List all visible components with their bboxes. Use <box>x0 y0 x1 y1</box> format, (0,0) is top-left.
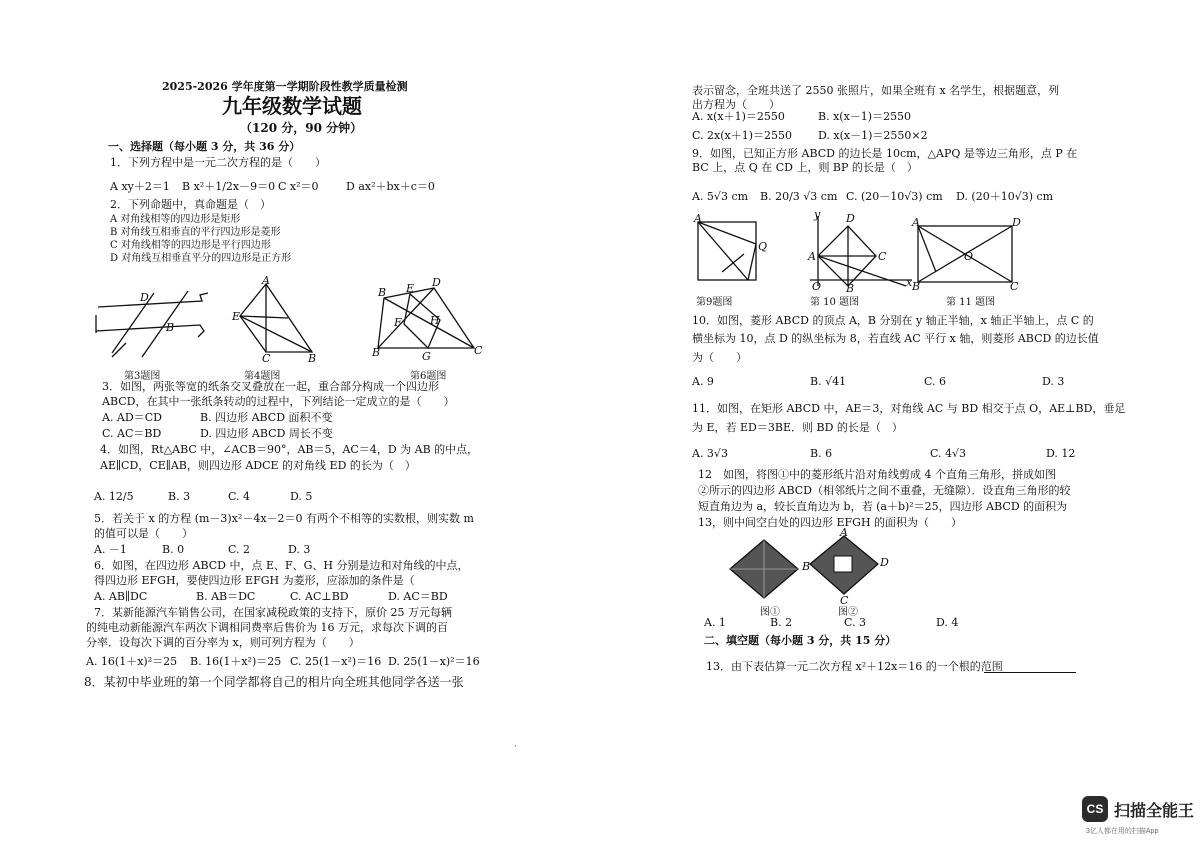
q11-option-c: C. 4√3 <box>930 447 967 460</box>
q12-option-d: D. 4 <box>936 616 959 629</box>
q9-line1: 9．如图，已知正方形 ABCD 的边长是 10cm，△APQ 是等边三角形，点 P 在 <box>692 147 1078 160</box>
q4-option-c: C. 4 <box>228 490 251 503</box>
q7-line1: 7．某新能源汽车销售公司，在国家减税政策的支持下，原价 25 万元每辆 <box>94 606 452 619</box>
svg-text:x: x <box>906 276 913 289</box>
q5-line2: 的值可以是（ ） <box>94 527 193 540</box>
figure-q12-1 <box>726 536 806 602</box>
score-time: （120 分，90 分钟） <box>240 121 363 135</box>
caption-fig3: 第3题图 <box>124 371 161 382</box>
q7-line2: 的纯电动新能源汽车两次下调相同费率后售价为 16 万元，求每次下调的百 <box>86 621 448 634</box>
q7-option-c: C. 25(1－x²)＝16 <box>290 655 382 668</box>
svg-text:O: O <box>964 250 974 263</box>
svg-text:C: C <box>878 250 887 263</box>
svg-text:B: B <box>308 352 317 365</box>
svg-text:O: O <box>812 280 822 293</box>
q3-line2: ABCD，在其中一张纸条转动的过程中，下列结论一定成立的是（ ） <box>102 395 455 408</box>
svg-text:B: B <box>846 282 855 295</box>
q5-option-b: B. 0 <box>162 543 185 556</box>
right-page <box>600 0 1200 847</box>
q12-line2: ②所示的四边形 ABCD（相邻纸片之间不重叠，无缝隙）．设直角三角形的较 <box>698 484 1071 497</box>
svg-text:B: B <box>802 560 811 573</box>
q6-option-d: D. AC＝BD <box>388 590 448 603</box>
q6-option-b: B. AB＝DC <box>196 590 256 603</box>
caption-fig12-1: 图① <box>760 607 780 618</box>
q12-option-a: A. 1 <box>704 616 726 629</box>
q10-line1: 10．如图，菱形 ABCD 的顶点 A，B 分别在 y 轴正半轴，x 轴正半轴上，点 C 的 <box>692 314 1094 327</box>
q6-line2: 得四边形 EFGH，要使四边形 EFGH 为菱形，应添加的条件是（ <box>94 574 415 587</box>
q8-option-b: B. x(x－1)＝2550 <box>818 110 912 123</box>
caption-fig9: 第9题图 <box>696 297 733 308</box>
q4-line1: 4．如图，Rt△ABC 中，∠ACB＝90°，AB＝5，AC＝4，D 为 AB 的中点， <box>100 443 479 456</box>
q10-line2: 横坐标为 10，点 D 的纵坐标为 8，若直线 AC 平行 x 轴，则菱形 ABCD 的边长值 <box>692 332 1099 345</box>
svg-text:H: H <box>430 314 440 327</box>
svg-text:B: B <box>372 346 381 359</box>
caption-fig10: 第 10 题图 <box>810 297 860 308</box>
q10-option-d: D. 3 <box>1042 375 1065 388</box>
q2-option-c: C 对角线相等的四边形是平行四边形 <box>110 240 271 251</box>
svg-text:D: D <box>140 291 149 304</box>
svg-text:B: B <box>166 321 175 334</box>
caption-fig6: 第6题图 <box>410 371 447 382</box>
q11-option-b: B. 6 <box>810 447 833 460</box>
svg-text:A: A <box>694 212 702 225</box>
figure-q4 <box>228 274 328 365</box>
q4-option-a: A. 12/5 <box>94 490 134 503</box>
figure-q10 <box>806 208 916 295</box>
q10-option-a: A. 9 <box>692 375 714 388</box>
q13-answer-blank[interactable] <box>984 672 1076 673</box>
svg-text:C: C <box>262 352 271 365</box>
section1-heading: 一、选择题（每小题 3 分，共 36 分） <box>108 140 301 153</box>
q10-option-b: B. √41 <box>810 375 847 388</box>
q8-line1: 8．某初中毕业班的第一个同学都将自己的相片向全班其他同学各送一张 <box>84 675 464 689</box>
svg-text:A: A <box>262 274 270 287</box>
q6-line1: 6．如图，在四边形 ABCD 中，点 E、F、G、H 分别是边和对角线的中点， <box>94 559 469 572</box>
svg-text:y: y <box>814 208 821 221</box>
q12-option-b: B. 2 <box>770 616 793 629</box>
q9-option-a: A. 5√3 cm <box>692 190 749 203</box>
q12-line1: 12 如图，将图①中的菱形纸片沿对角线剪成 4 个直角三角形，拼成如图 <box>698 468 1056 481</box>
svg-text:Q: Q <box>758 240 768 253</box>
svg-text:B: B <box>912 280 921 293</box>
q11-option-a: A. 3√3 <box>692 447 728 460</box>
camscanner-logo-icon: CS <box>1082 796 1108 822</box>
q5-line1: 5．若关于 x 的方程 (m－3)x²－4x－2＝0 有两个不相等的实数根，则实数 m <box>94 512 474 525</box>
svg-text:A: A <box>912 216 920 229</box>
q7-option-d: D. 25(1－x)²＝16 <box>388 655 480 668</box>
q11-line1: 11．如图，在矩形 ABCD 中，AE＝3，对角线 AC 与 BD 相交于点 O，AE⊥BD，垂足 <box>692 402 1126 415</box>
q8-line3: 出方程为（ ） <box>692 98 780 111</box>
q1-stem: 1．下列方程中是一元二次方程的是（ ） <box>110 156 326 169</box>
caption-fig11: 第 11 题图 <box>946 297 996 308</box>
q3-option-b: B. 四边形 ABCD 面积不变 <box>200 411 333 424</box>
svg-text:C: C <box>840 594 849 607</box>
q7-option-b: B. 16(1＋x²)＝25 <box>190 655 282 668</box>
q10-line3: 为（ ） <box>692 351 747 364</box>
svg-text:D: D <box>1012 216 1021 229</box>
svg-text:D: D <box>846 212 855 225</box>
q9-option-b: B. 20/3 √3 cm <box>760 190 838 203</box>
svg-text:G: G <box>422 350 431 363</box>
figure-q9 <box>692 214 772 290</box>
q5-option-d: D. 3 <box>288 543 311 556</box>
q5-option-c: C. 2 <box>228 543 251 556</box>
q3-line1: 3．如图，两张等宽的纸条交叉叠放在一起，重合部分构成一个四边形 <box>102 380 439 393</box>
figure-q11 <box>910 218 1020 292</box>
q10-option-c: C. 6 <box>924 375 947 388</box>
q2-option-a: A 对角线相等的四边形是矩形 <box>110 214 241 225</box>
svg-text:E: E <box>406 282 415 295</box>
svg-text:C: C <box>1010 280 1019 293</box>
q6-option-a: A. AB∥DC <box>94 590 148 603</box>
q1-option-a: A xy＋2＝1 <box>110 180 170 193</box>
scanner-watermark <box>1082 796 1195 840</box>
q5-option-a: A. －1 <box>94 543 127 556</box>
caption-fig4: 第4题图 <box>244 371 281 382</box>
q4-option-b: B. 3 <box>168 490 191 503</box>
svg-text:F: F <box>394 316 402 329</box>
q9-line2: BC 上，点 Q 在 CD 上，则 BP 的长是（ ） <box>692 161 918 174</box>
q7-line3: 分率．设每次下调的百分率为 x，则可列方程为（ ） <box>86 636 360 649</box>
exam-title: 九年级数学试题 <box>222 94 362 118</box>
q6-option-c: C. AC⊥BD <box>290 590 349 603</box>
q3-option-a: A. AD＝CD <box>102 411 162 424</box>
svg-text:D: D <box>880 556 889 569</box>
svg-text:A: A <box>840 526 848 539</box>
q4-option-d: D. 5 <box>290 490 313 503</box>
svg-text:E: E <box>232 310 241 323</box>
q3-option-d: D. 四边形 ABCD 周长不变 <box>200 427 333 440</box>
q1-option-d: D ax²＋bx＋c＝0 <box>346 180 435 193</box>
q1-option-b: B x²＋1/2x－9＝0 <box>182 180 276 193</box>
q4-line2: AE∥CD，CE∥AB，则四边形 ADCE 的对角线 ED 的长为（ ） <box>100 459 416 472</box>
q8-option-d: D. x(x－1)＝2550×2 <box>818 129 928 142</box>
svg-text:C: C <box>474 344 483 357</box>
q3-option-c: C. AC＝BD <box>102 427 162 440</box>
figure-q12-2 <box>800 526 889 607</box>
svg-text:A: A <box>808 250 816 263</box>
q2-stem: 2．下列命题中，真命题是（ ） <box>110 198 271 211</box>
figure-q3 <box>92 285 212 365</box>
q8-line2: 表示留念，全班共送了 2550 张照片，如果全班有 x 名学生，根据题意，列 <box>692 84 1060 97</box>
q12-option-c: C. 3 <box>844 616 867 629</box>
svg-text:B: B <box>378 286 387 299</box>
q12-line3: 短直角边为 a，较长直角边为 b，若 (a＋b)²＝25，四边形 ABCD 的面积为 <box>698 500 1068 513</box>
q1-option-c: C x²＝0 <box>278 180 319 193</box>
scan-speck: · <box>514 742 517 752</box>
q8-option-c: C. 2x(x＋1)＝2550 <box>692 129 792 142</box>
q7-option-a: A. 16(1＋x)²＝25 <box>86 655 178 668</box>
q2-option-d: D 对角线互相垂直平分的四边形是正方形 <box>110 253 292 264</box>
svg-text:D: D <box>432 276 441 289</box>
q8-option-a: A. x(x＋1)＝2550 <box>692 110 785 123</box>
q2-option-b: B 对角线互相垂直的平行四边形是菱形 <box>110 227 281 238</box>
q9-option-d: D. (20＋10√3) cm <box>956 190 1054 203</box>
figure-q6 <box>370 276 490 366</box>
q12-line4: 13，则中间空白处的四边形 EFGH 的面积为（ ） <box>698 516 963 529</box>
q9-option-c: C. (20－10√3) cm <box>846 190 943 203</box>
q13-stem: 13．由下表估算一元二次方程 x²＋12x＝16 的一个根的范围 <box>706 660 1003 673</box>
q11-option-d: D. 12 <box>1046 447 1076 460</box>
watermark-tagline: 3亿人都在用的扫描App <box>1086 828 1159 835</box>
section2-heading: 二、填空题（每小题 3 分，共 15 分） <box>704 634 897 647</box>
year-title: 2025-2026 学年度第一学期阶段性教学质量检测 <box>162 80 408 93</box>
caption-fig12-2: 图② <box>838 607 858 618</box>
watermark-app-name: 扫描全能王 <box>1114 803 1195 820</box>
q11-line2: 为 E，若 ED＝3BE．则 BD 的长是（ ） <box>692 421 903 434</box>
